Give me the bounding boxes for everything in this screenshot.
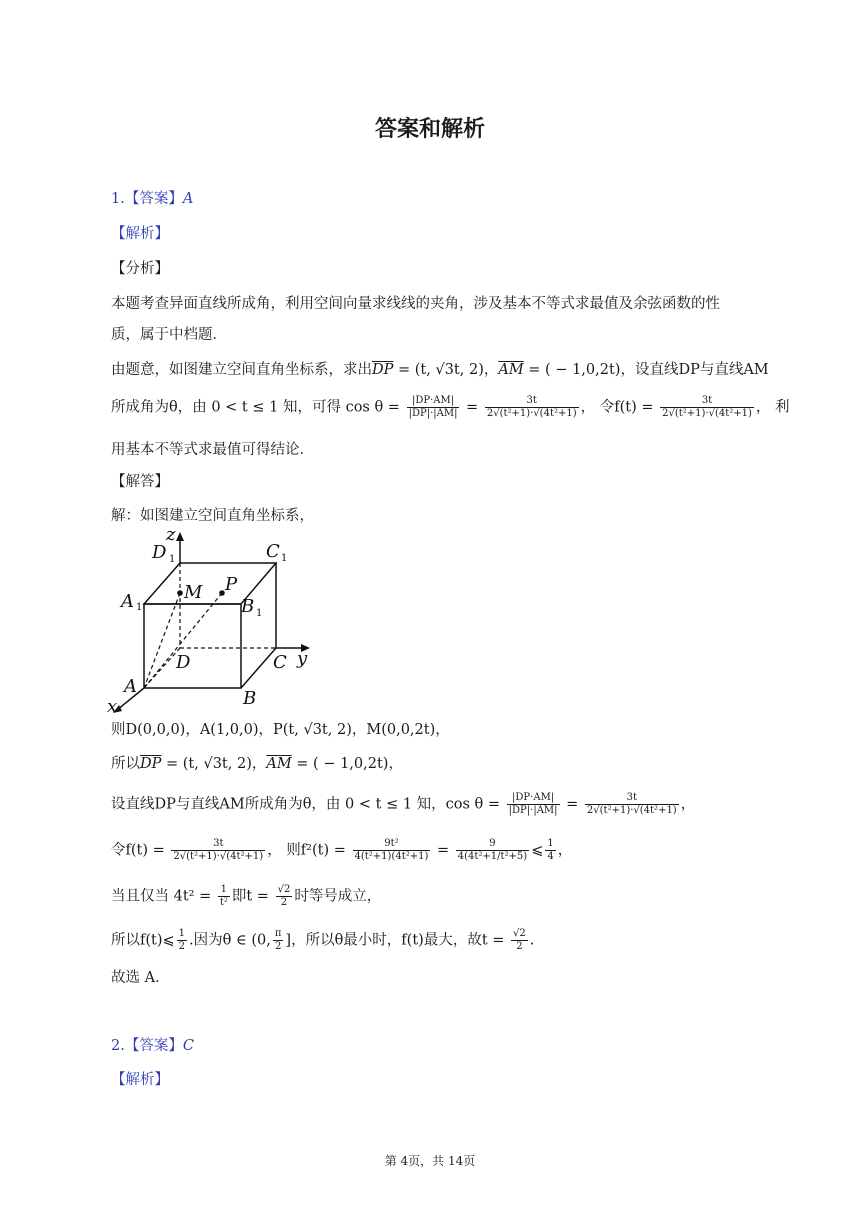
f-denominator-3: 2√(t²+1)·√(4t²+1) — [586, 805, 677, 816]
f-numerator-3: 3t — [585, 792, 679, 805]
q1-fenxi-line4 — [111, 395, 790, 420]
q1-conclusion: 故选 A． — [111, 970, 170, 986]
equals-2: = — [561, 796, 583, 813]
f-numerator: 3t — [485, 395, 579, 408]
vectors-am-value: = ( − 1,0,2t)， — [291, 756, 403, 772]
f2b-fraction — [456, 838, 529, 863]
z-arrow — [176, 532, 184, 541]
f-denominator-2: 2√(t²+1)·√(4t²+1) — [662, 408, 752, 419]
cos-line-text: 设直线DP与直线AM所成角为θ，由 0 < t ≤ 1 知，cos θ = — [111, 796, 505, 813]
f-denominator: 2√(t²+1)·√(4t²+1) — [486, 408, 577, 419]
sub-c1: 1 — [281, 553, 288, 564]
vectors-dp-value: = (t, √3t, 2)， — [161, 756, 267, 772]
q2-answer — [111, 1036, 194, 1056]
vector-dp: $\overline{DP}$ — [372, 362, 394, 378]
segment-ap — [144, 593, 222, 688]
sub-d1: 1 — [169, 554, 176, 565]
vector-dp-2: $\overline{DP}$ — [140, 756, 162, 772]
cos-denominator-2: |DP|·|AM| — [508, 805, 558, 816]
sqrt2-over-2-final — [511, 928, 528, 953]
fenxi-line4-text: 所成角为θ，由 0 < t ≤ 1 知，可得 cos θ = — [111, 399, 405, 416]
q1-coords-line: 则D(0,0,0)，A(1,0,0)，P(t, √3t, 2)，M(0,0,2t)， — [111, 722, 450, 738]
q1-fenxi-line3 — [111, 360, 769, 380]
point-m — [177, 590, 183, 596]
label-d1: D — [152, 542, 167, 563]
eq-line-pre: 当且仅当 4t² = — [111, 888, 216, 905]
label-c1: C — [266, 541, 280, 562]
q2-analysis-tag: 【解析】 — [111, 1072, 169, 1088]
final-mid1: .因为θ ∈ (0, — [189, 932, 271, 949]
equals: = — [461, 399, 483, 416]
vector-am-2: $\overline{AM}$ — [266, 756, 292, 772]
comma-1: ， — [680, 796, 696, 813]
q1-answer-label: 1.【答案】 — [111, 191, 183, 207]
front-face — [144, 604, 241, 688]
fenxi-line4-end: ， 利 — [755, 399, 790, 416]
label-z: z — [166, 528, 176, 545]
eq-line-end: 时等号成立， — [294, 888, 382, 905]
quarter-numerator: 1 — [547, 838, 554, 849]
cos-fraction — [407, 395, 460, 420]
label-a1: A — [121, 591, 134, 612]
two-denominator: 2 — [280, 897, 288, 908]
q1-fenxi-line5: 用基本不等式求最值可得结论． — [111, 442, 314, 458]
f-line-pre: 令f(t) = — [111, 842, 170, 859]
comma-2: ， — [557, 842, 573, 859]
q2-answer-value: C — [182, 1038, 194, 1054]
fenxi-line3-text: 由题意，如图建立空间直角坐标系，求出 — [111, 362, 372, 378]
q1-analysis-tag: 【解析】 — [111, 226, 169, 242]
f-fraction-4 — [171, 838, 265, 863]
eq-line-mid: 即t = — [231, 888, 274, 905]
q1-final-line — [111, 928, 534, 953]
label-y: y — [297, 648, 308, 669]
sub-a1: 1 — [136, 602, 143, 613]
f-fraction-3 — [585, 792, 679, 817]
q1-fenxi-tag: 【分析】 — [111, 261, 169, 277]
q1-jieda-tag: 【解答】 — [111, 474, 169, 490]
cos-denominator: |DP|·|AM| — [408, 408, 458, 419]
edge-c-b — [241, 648, 276, 688]
label-a: A — [124, 676, 137, 697]
sub-b1: 1 — [256, 608, 263, 619]
quarter-fraction — [545, 838, 555, 863]
pi-over-2 — [273, 928, 284, 953]
leq-sign: ⩽ — [531, 842, 544, 859]
q1-f-line — [111, 838, 572, 863]
final-end: . — [529, 932, 535, 949]
cos-numerator-2: |DP·AM| — [507, 792, 560, 805]
equals-3: = — [432, 842, 454, 859]
page-title: 答案和解析 — [374, 117, 485, 142]
f-fraction-2 — [660, 395, 754, 420]
final-mid2: ]，所以θ最小时，f(t)最大，故t = — [285, 932, 510, 949]
half-numerator: 1 — [178, 928, 186, 939]
point-p — [219, 590, 225, 596]
q1-fenxi-line1: 本题考查异面直线所成角，利用空间向量求线线的夹角，涉及基本不等式求最值及余弦函数的性 — [111, 296, 720, 312]
cos-numerator: |DP·AM| — [407, 395, 460, 408]
two-denominator-2: 2 — [516, 941, 523, 952]
label-p: P — [225, 574, 238, 595]
final-pre: 所以f(t)⩽ — [111, 932, 175, 949]
sqrt2-numerator: √2 — [277, 884, 291, 895]
pi-numerator: π — [274, 928, 282, 939]
q1-answer — [111, 189, 193, 209]
vectors-pre: 所以 — [111, 756, 140, 772]
q1-cos-line — [111, 792, 695, 817]
q2-answer-label: 2.【答案】 — [111, 1038, 183, 1054]
label-b1: B — [241, 596, 255, 617]
label-m: M — [184, 582, 203, 603]
f-denominator-4: 2√(t²+1)·√(4t²+1) — [173, 851, 264, 862]
label-x: x — [107, 696, 118, 714]
q1-equality-line — [111, 884, 381, 909]
fenxi-line4-mid: ， 令f(t) = — [580, 399, 659, 416]
f-numerator-2: 3t — [660, 395, 754, 408]
f2-numerator: 9t² — [353, 838, 431, 851]
cube-figure — [104, 528, 319, 714]
q1-answer-value: A — [182, 191, 194, 207]
q1-vectors-line — [111, 754, 403, 774]
sqrt2-numerator-2: √2 — [513, 928, 526, 939]
f2-denominator: 4(t²+1)(4t²+1) — [354, 851, 429, 862]
t2-denominator: t² — [219, 897, 228, 908]
half-fraction — [177, 928, 187, 953]
segment-am — [144, 593, 180, 688]
am-value: = ( − 1,0,2t)，设直线DP与直线AM — [523, 362, 769, 378]
label-d: D — [176, 652, 191, 673]
f-fraction-1 — [485, 395, 579, 420]
q1-fenxi-line2: 质，属于中档题． — [111, 327, 227, 343]
top-face — [144, 563, 276, 604]
sqrt2-over-2 — [276, 884, 293, 909]
page-footer: 第 4页，共 14页 — [384, 1154, 476, 1168]
f-line-mid: ， 则f²(t) = — [267, 842, 351, 859]
f-numerator-4: 3t — [171, 838, 265, 851]
f2-fraction — [353, 838, 431, 863]
label-c: C — [273, 652, 287, 673]
f2b-numerator: 9 — [456, 838, 529, 851]
f2b-denominator: 4(4t²+1/t²+5) — [457, 851, 528, 862]
vector-am: $\overline{AM}$ — [498, 362, 524, 378]
quarter-denominator: 4 — [547, 851, 554, 862]
cos-fraction-2 — [507, 792, 560, 817]
one-numerator: 1 — [218, 884, 230, 897]
one-over-t2 — [218, 884, 230, 909]
half-denominator: 2 — [178, 941, 186, 952]
dp-value: = (t, √3t, 2)， — [393, 362, 499, 378]
label-b: B — [243, 688, 257, 709]
q1-jie-line1: 解：如图建立空间直角坐标系， — [111, 508, 314, 524]
pi-denominator: 2 — [274, 941, 282, 952]
